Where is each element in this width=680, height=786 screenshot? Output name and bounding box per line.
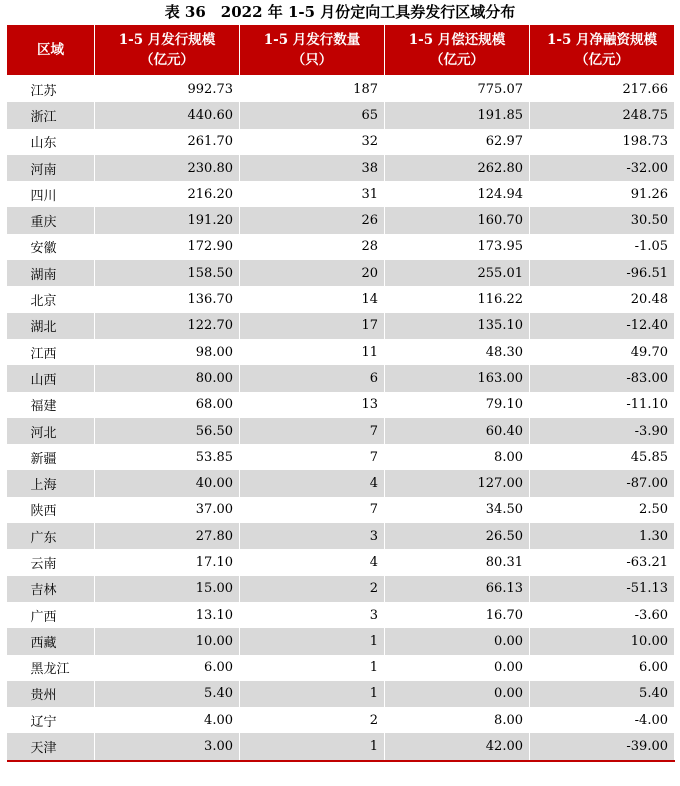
net-financing-cell: -11.10 [530,392,675,418]
repayment-size-cell: 0.00 [385,681,530,707]
table-row [7,707,675,733]
table-row [7,549,675,575]
table-row [7,260,675,286]
issue-size-cell: 56.50 [95,418,240,444]
net-financing-cell: -83.00 [530,365,675,391]
table-body [7,76,675,761]
repayment-size-cell: 80.31 [385,549,530,575]
header-row [7,25,675,76]
region-cell: 河南 [7,155,95,181]
issue-count-cell: 7 [240,418,385,444]
issue-size-cell: 136.70 [95,286,240,312]
issue-count-cell: 31 [240,181,385,207]
header-region [7,25,95,76]
repayment-size-cell: 66.13 [385,576,530,602]
issue-count-cell: 26 [240,207,385,233]
issue-count-cell: 7 [240,497,385,523]
region-cell: 新疆 [7,444,95,470]
issue-size-cell: 27.80 [95,523,240,549]
net-financing-cell: 30.50 [530,207,675,233]
issue-count-cell: 11 [240,339,385,365]
repayment-size-cell: 191.85 [385,102,530,128]
net-financing-cell: 198.73 [530,129,675,155]
table-row [7,576,675,602]
table-row [7,76,675,103]
net-financing-cell: -3.60 [530,602,675,628]
repayment-size-cell: 0.00 [385,628,530,654]
region-cell: 湖南 [7,260,95,286]
repayment-size-cell: 0.00 [385,655,530,681]
repayment-size-cell: 48.30 [385,339,530,365]
region-cell: 福建 [7,392,95,418]
issue-size-cell: 80.00 [95,365,240,391]
repayment-size-cell: 255.01 [385,260,530,286]
issue-size-cell: 191.20 [95,207,240,233]
issue-count-cell: 6 [240,365,385,391]
repayment-size-cell: 160.70 [385,207,530,233]
issue-count-cell: 38 [240,155,385,181]
region-cell: 浙江 [7,102,95,128]
repayment-size-cell: 124.94 [385,181,530,207]
header-repayment-size-unit: （亿元） [430,52,484,68]
issue-count-cell: 14 [240,286,385,312]
region-cell: 重庆 [7,207,95,233]
table-row [7,418,675,444]
net-financing-cell: -3.90 [530,418,675,444]
table-row [7,286,675,312]
region-cell: 江苏 [7,76,95,103]
repayment-size-cell: 173.95 [385,234,530,260]
issue-size-cell: 13.10 [95,602,240,628]
region-cell: 黑龙江 [7,655,95,681]
issue-count-cell: 4 [240,470,385,496]
net-financing-cell: -96.51 [530,260,675,286]
table-row [7,523,675,549]
table-row [7,681,675,707]
issue-count-cell: 1 [240,628,385,654]
net-financing-cell: -63.21 [530,549,675,575]
net-financing-cell: -1.05 [530,234,675,260]
header-net-financing-label: 1-5 月净融资规模 [546,32,658,48]
table-row [7,365,675,391]
region-cell: 贵州 [7,681,95,707]
issue-count-cell: 7 [240,444,385,470]
repayment-size-cell: 8.00 [385,707,530,733]
issue-size-cell: 230.80 [95,155,240,181]
table-row [7,102,675,128]
issue-count-cell: 1 [240,655,385,681]
region-cell: 江西 [7,339,95,365]
issue-size-cell: 68.00 [95,392,240,418]
region-cell: 山东 [7,129,95,155]
net-financing-cell: 20.48 [530,286,675,312]
issue-size-cell: 5.40 [95,681,240,707]
issue-size-cell: 37.00 [95,497,240,523]
region-cell: 辽宁 [7,707,95,733]
issue-count-cell: 2 [240,707,385,733]
net-financing-cell: 10.00 [530,628,675,654]
repayment-size-cell: 26.50 [385,523,530,549]
issue-size-cell: 172.90 [95,234,240,260]
issue-size-cell: 158.50 [95,260,240,286]
repayment-size-cell: 262.80 [385,155,530,181]
issue-size-cell: 10.00 [95,628,240,654]
region-cell: 西藏 [7,628,95,654]
issue-count-cell: 32 [240,129,385,155]
net-financing-cell: 45.85 [530,444,675,470]
repayment-size-cell: 127.00 [385,470,530,496]
table-title: 表 36 2022 年 1-5 月份定向工具券发行区域分布 [164,3,516,21]
issue-size-cell: 216.20 [95,181,240,207]
issue-size-cell: 122.70 [95,313,240,339]
net-financing-cell: 217.66 [530,76,675,103]
repayment-size-cell: 79.10 [385,392,530,418]
header-issue-size-unit: （亿元） [140,52,194,68]
net-financing-cell: 1.30 [530,523,675,549]
issue-count-cell: 1 [240,733,385,760]
header-repayment-size-label: 1-5 月偿还规模 [408,32,506,48]
net-financing-cell: 49.70 [530,339,675,365]
net-financing-cell: -12.40 [530,313,675,339]
header-issue-count-label: 1-5 月发行数量 [263,32,361,48]
issue-size-cell: 40.00 [95,470,240,496]
region-cell: 山西 [7,365,95,391]
repayment-size-cell: 42.00 [385,733,530,760]
header-issue-count-unit: （只） [291,52,333,68]
header-net-financing-unit: （亿元） [575,52,629,68]
table-row [7,392,675,418]
table-row [7,181,675,207]
issue-size-cell: 53.85 [95,444,240,470]
region-cell: 云南 [7,549,95,575]
repayment-size-cell: 163.00 [385,365,530,391]
repayment-size-cell: 16.70 [385,602,530,628]
table-row [7,602,675,628]
issue-count-cell: 13 [240,392,385,418]
net-financing-cell: 248.75 [530,102,675,128]
issue-count-cell: 17 [240,313,385,339]
header-repayment-size [385,25,530,76]
table-row [7,628,675,654]
table-row [7,129,675,155]
net-financing-cell: 2.50 [530,497,675,523]
issue-size-cell: 17.10 [95,549,240,575]
table-row [7,444,675,470]
issue-size-cell: 261.70 [95,129,240,155]
net-financing-cell: -39.00 [530,733,675,760]
header-issue-count [240,25,385,76]
table-row [7,655,675,681]
region-cell: 湖北 [7,313,95,339]
net-financing-cell: -51.13 [530,576,675,602]
table-row [7,207,675,233]
net-financing-cell: 6.00 [530,655,675,681]
repayment-size-cell: 116.22 [385,286,530,312]
table-row [7,234,675,260]
issue-count-cell: 2 [240,576,385,602]
issue-count-cell: 3 [240,602,385,628]
issue-count-cell: 28 [240,234,385,260]
net-financing-cell: -32.00 [530,155,675,181]
issue-size-cell: 6.00 [95,655,240,681]
issue-size-cell: 992.73 [95,76,240,103]
repayment-size-cell: 135.10 [385,313,530,339]
header-net-financing [530,25,675,76]
repayment-size-cell: 62.97 [385,129,530,155]
header-issue-size [95,25,240,76]
region-cell: 天津 [7,733,95,760]
issue-size-cell: 98.00 [95,339,240,365]
header-issue-size-label: 1-5 月发行规模 [118,32,216,48]
table-row [7,470,675,496]
repayment-size-cell: 34.50 [385,497,530,523]
table-row [7,733,675,760]
region-cell: 北京 [7,286,95,312]
region-cell: 广西 [7,602,95,628]
repayment-size-cell: 775.07 [385,76,530,103]
net-financing-cell: -87.00 [530,470,675,496]
region-cell: 安徽 [7,234,95,260]
repayment-size-cell: 8.00 [385,444,530,470]
net-financing-cell: 91.26 [530,181,675,207]
header-region-label: 区域 [37,42,64,58]
issue-count-cell: 4 [240,549,385,575]
repayment-size-cell: 60.40 [385,418,530,444]
net-financing-cell: -4.00 [530,707,675,733]
issue-count-cell: 3 [240,523,385,549]
region-cell: 四川 [7,181,95,207]
issue-size-cell: 440.60 [95,102,240,128]
region-distribution-table [6,24,675,762]
issue-size-cell: 15.00 [95,576,240,602]
net-financing-cell: 5.40 [530,681,675,707]
issue-count-cell: 65 [240,102,385,128]
issue-size-cell: 3.00 [95,733,240,760]
issue-count-cell: 1 [240,681,385,707]
issue-size-cell: 4.00 [95,707,240,733]
issue-count-cell: 187 [240,76,385,103]
region-cell: 河北 [7,418,95,444]
region-cell: 吉林 [7,576,95,602]
region-cell: 上海 [7,470,95,496]
table-row [7,313,675,339]
region-cell: 广东 [7,523,95,549]
table-row [7,339,675,365]
table-row [7,497,675,523]
table-row [7,155,675,181]
region-cell: 陕西 [7,497,95,523]
issue-count-cell: 20 [240,260,385,286]
